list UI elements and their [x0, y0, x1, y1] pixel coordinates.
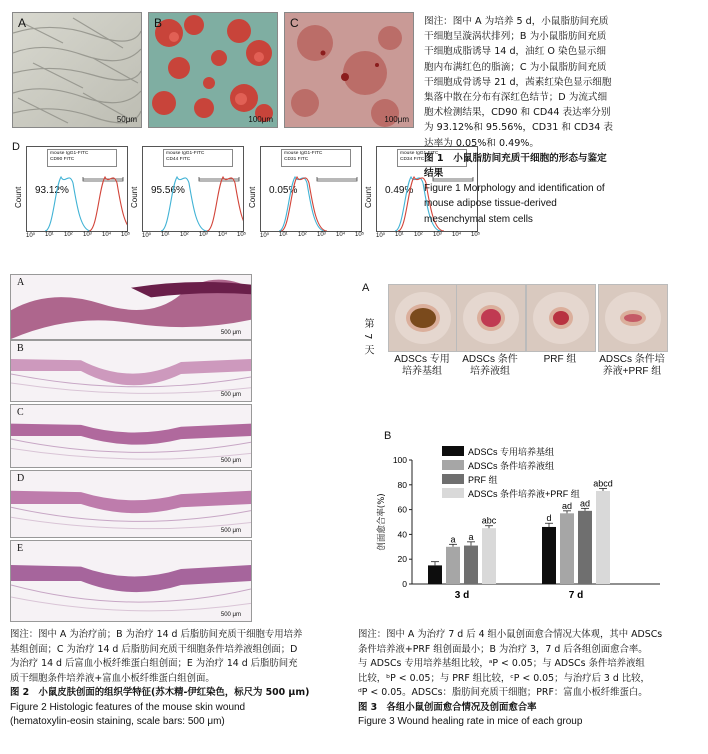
gate-marker	[83, 177, 123, 181]
figure-1-caption	[424, 14, 704, 227]
panel-letter: B	[17, 343, 24, 354]
y-tick-label: 0	[402, 579, 407, 589]
caption-line: 胞术检测结果，CD90 和 CD44 表达率分别	[424, 107, 611, 119]
flow-x-tick: 10⁵	[121, 232, 131, 238]
scale-bar-label: 500 μm	[220, 392, 241, 398]
panel-letter: E	[17, 543, 24, 554]
wound-label-line: 养液+PRF 组	[602, 366, 662, 377]
legend-swatch	[442, 488, 464, 498]
caption-line: 为 93.12%和 95.56%，CD31 和 CD34 表	[424, 122, 613, 134]
positive-percentage: 95.56%	[151, 185, 185, 196]
bar	[446, 547, 460, 584]
wound-photo	[456, 284, 526, 352]
significance-label: a	[450, 534, 456, 545]
panel-letter: D	[17, 473, 25, 484]
flow-x-tick: 10¹	[395, 232, 404, 238]
bar	[596, 491, 610, 584]
bar	[482, 528, 496, 584]
histogram-curves	[143, 147, 243, 231]
marker-curve	[207, 177, 243, 231]
flow-x-tick: 10⁴	[452, 232, 462, 238]
isotype-curve	[161, 177, 207, 231]
x-category-label: 7 d	[568, 590, 584, 601]
micrograph-c-image	[285, 13, 413, 127]
figure-2-title: 图 2 小鼠皮肤创面的组织学特征(苏木精-伊红染色，标尺为 500 μm)	[10, 687, 310, 698]
panel-letter: C	[17, 407, 24, 418]
figure-2-caption: 图注：图中 A 为治疗前；B 为治疗 14 d 后脂肪间充质干细胞专用培养 基组创面；C 为治疗 14 d 后脂肪间充质干细胞条件培养液组创面；D 为治疗 14 d 后富血小板纤维蛋白组创面；E 为治疗 14 d 后脂肪间充 质干细胞条件培养液+富血小板纤维蛋白组创面。 图 2 小鼠皮肤创面的组织学特征(苏木精-伊红染色，标尺为 500 μm) Figure 2 Histologic features of the mouse skin wound (hematoxylin-eosin staining, scale bars: 500 μm)	[10, 628, 350, 730]
flow-x-tick: 10²	[180, 232, 189, 238]
count-axis-label: Count	[130, 186, 139, 208]
y-tick-label: 40	[397, 529, 407, 540]
flow-x-tick: 10²	[414, 232, 423, 238]
wound-group-label	[522, 354, 598, 366]
legend-marker: CD31 FITC	[284, 157, 309, 162]
legend-label: ADSCs 条件培养液组	[468, 461, 555, 471]
scale-bar-label: 100μm	[384, 115, 409, 124]
flow-x-tick: 10¹	[279, 232, 288, 238]
he-stain-image	[11, 275, 251, 339]
panel-letter: A	[17, 277, 25, 288]
y-tick-label: 80	[397, 479, 407, 490]
panel-letter-d: D	[12, 141, 20, 153]
positive-percentage: 93.12%	[35, 185, 69, 196]
count-axis-label: Count	[248, 186, 257, 208]
legend-label: ADSCs 专用培养基组	[468, 447, 555, 457]
flow-x-tick: 10³	[83, 232, 92, 238]
scale-bar-label: 500 μm	[220, 612, 241, 618]
caption-line: 达率为 0.05%和 0.49%。	[424, 137, 540, 149]
he-stain-image	[11, 405, 251, 467]
flow-x-tick: 10²	[298, 232, 307, 238]
panel-letter: A	[18, 16, 27, 30]
wound-label-line: PRF 组	[543, 354, 577, 365]
flow-cytometry-panel	[128, 146, 248, 246]
legend-isotype: mouse IgG1-FITC	[166, 151, 205, 156]
legend-label: ADSCs 条件培养液+PRF 组	[468, 489, 580, 499]
figure-3-title: 图 3 各组小鼠创面愈合情况及创面愈合率	[358, 701, 537, 713]
wound-label-line: ADSCs 条件培	[599, 354, 665, 365]
micrograph-b-image	[149, 13, 277, 127]
legend-swatch	[442, 446, 464, 456]
histogram-curves	[27, 147, 127, 231]
count-axis-label: Count	[364, 186, 373, 208]
significance-label: a	[468, 531, 474, 542]
figure-2-english-title-2: (hematoxylin-eosin staining, scale bars: 500 μm)	[10, 716, 225, 727]
flow-x-tick: 10¹	[45, 232, 54, 238]
flow-x-tick: 10⁴	[218, 232, 228, 238]
scale-bar-label: 500 μm	[220, 458, 241, 464]
legend-marker: CD44 FITC	[166, 157, 191, 162]
micrograph-a	[12, 12, 142, 128]
flow-x-tick: 10⁵	[471, 232, 481, 238]
significance-label: abcd	[593, 478, 613, 489]
figure-1-english-title: Figure 1 Morphology and identification of mouse adipose tissue-derived mesenchymal stem cells	[424, 183, 605, 225]
flow-x-tick: 10⁴	[336, 232, 346, 238]
caption-line: 干细胞成脂诱导 14 d，油红 O 染色显示细	[424, 46, 606, 58]
caption-line: 干细胞成骨诱导 21 d，茜素红染色显示细胞	[424, 76, 612, 88]
y-tick-label: 60	[397, 504, 407, 515]
positive-percentage: 0.49%	[385, 185, 414, 196]
panel-letter: C	[290, 16, 299, 30]
wound-group-label	[384, 354, 460, 378]
flow-x-tick: 10⁰	[260, 233, 270, 239]
histogram-plot	[142, 146, 244, 232]
legend-marker: CD90 FITC	[50, 157, 75, 162]
flow-x-tick: 10⁵	[237, 232, 247, 238]
legend-isotype: mouse IgG1-FITC	[400, 151, 439, 156]
wound-group-label	[452, 354, 528, 378]
scale-bar-label: 500 μm	[220, 528, 241, 534]
he-stain-image	[11, 341, 251, 401]
legend-marker: CD34 FITC	[400, 157, 425, 162]
histology-panel	[10, 404, 252, 468]
flow-x-tick: 10³	[433, 232, 442, 238]
legend-swatch	[442, 460, 464, 470]
wound-area	[410, 308, 436, 328]
flow-x-tick: 10⁰	[26, 233, 36, 239]
histology-panel	[10, 470, 252, 538]
histology-panel	[10, 340, 252, 402]
wound-area	[624, 314, 642, 322]
flow-x-tick: 10³	[199, 232, 208, 238]
wound-area	[553, 311, 569, 325]
legend-label: PRF 组	[468, 475, 498, 485]
wound-photo	[526, 284, 596, 352]
scale-bar-label: 50μm	[116, 115, 137, 124]
micrograph-a-image	[13, 13, 141, 127]
flow-cytometry-panel	[12, 146, 132, 246]
flow-x-tick: 10²	[64, 232, 73, 238]
count-axis-label: Count	[14, 186, 23, 208]
caption-line: 干细胞呈漩涡状排列；B 为小鼠脂肪间充质	[424, 31, 607, 43]
wound-label-line: ADSCs 专用	[394, 354, 450, 365]
flow-x-tick: 10¹	[161, 232, 170, 238]
caption-text	[424, 14, 704, 151]
flow-x-tick: 10³	[317, 232, 326, 238]
wound-healing-bar-chart	[368, 440, 668, 612]
significance-label: d	[546, 513, 552, 524]
he-stain-image	[11, 471, 251, 537]
bar	[428, 565, 442, 584]
x-category-label: 3 d	[454, 590, 470, 601]
figure-3-english-title: Figure 3 Wound healing rate in mice of each group	[358, 716, 583, 727]
histogram-plot	[26, 146, 128, 232]
significance-label: ad	[561, 500, 573, 511]
isotype-curve	[45, 177, 91, 231]
figure-3-caption: 图注：图中 A 为治疗 7 d 后 4 组小鼠创面愈合情况大体观，其中 ADSCs 条件培养液+PRF 组创面最小；B 为治疗 3，7 d 后各组创面愈合率。 与 ADSCs 专用培养基组比较，ᵃP < 0.05；与 ADSCs 条件培养液组 比较，ᵇP < 0.05；与 PRF 组比较，ᶜP < 0.05；与治疗后 3 d 比较， ᵈP < 0.05。ADSCs：脂肪间充质干细胞；PRF：富血小板纤维蛋白。 图 3 各组小鼠创面愈合情况及创面愈合率 Figure 3 Wound healing rate in mice of each group	[358, 628, 706, 730]
day-label: 第 7 天	[362, 318, 373, 356]
y-tick-label: 20	[397, 554, 407, 565]
bar	[560, 513, 574, 584]
histology-panel	[10, 274, 252, 340]
caption-line: 图注：图中 A 为培养 5 d，小鼠脂肪间充质	[424, 16, 609, 27]
flow-x-tick: 10⁰	[376, 233, 386, 239]
caption-line: 集落中散在分布有深红色结节；D 为流式细	[424, 92, 608, 104]
wound-photo	[598, 284, 668, 352]
y-tick-label: 100	[392, 455, 407, 465]
significance-label: abc	[481, 515, 497, 526]
marker-curve	[89, 177, 127, 231]
panel-letter-b: B	[384, 430, 392, 442]
histology-panel	[10, 540, 252, 622]
bar	[578, 511, 592, 584]
flow-x-tick: 10⁴	[102, 232, 112, 238]
wound-group-label	[594, 354, 670, 378]
y-axis-label: 创面愈合率(%)	[377, 493, 387, 551]
gate-marker	[317, 177, 357, 181]
histogram-curves	[261, 147, 361, 231]
figure-2-english-title-1: Figure 2 Histologic features of the mouse skin wound	[10, 701, 246, 713]
panel-letter-a: A	[362, 282, 370, 294]
positive-percentage: 0.05%	[269, 185, 298, 196]
flow-x-tick: 10⁰	[142, 233, 152, 239]
figure-1-title: 图 1 小鼠脂肪间充质干细胞的形态与鉴定 结果	[424, 152, 607, 180]
histogram-plot	[260, 146, 362, 232]
bar	[464, 546, 478, 584]
panel-letter: B	[154, 16, 163, 30]
wound-label-line: ADSCs 条件	[462, 354, 518, 365]
he-stain-image	[11, 541, 251, 621]
significance-label: ad	[579, 498, 591, 509]
flow-x-tick: 10⁵	[355, 232, 365, 238]
legend-isotype: mouse IgG1-FITC	[50, 151, 89, 156]
legend-swatch	[442, 474, 464, 484]
caption-line: 胞内布满红色的脂滴；C 为小鼠脂肪间充质	[424, 61, 607, 73]
bar	[542, 527, 556, 584]
wound-label-line: 培养基组	[402, 366, 442, 377]
micrograph-b	[148, 12, 278, 128]
scale-bar-label: 100μm	[248, 115, 273, 124]
flow-cytometry-panel	[246, 146, 366, 246]
legend-isotype: mouse IgG1-FITC	[284, 151, 323, 156]
scale-bar-label: 500 μm	[220, 330, 241, 336]
wound-photo	[388, 284, 458, 352]
wound-area	[481, 309, 501, 327]
wound-label-line: 培养液组	[470, 366, 510, 377]
micrograph-c	[284, 12, 414, 128]
